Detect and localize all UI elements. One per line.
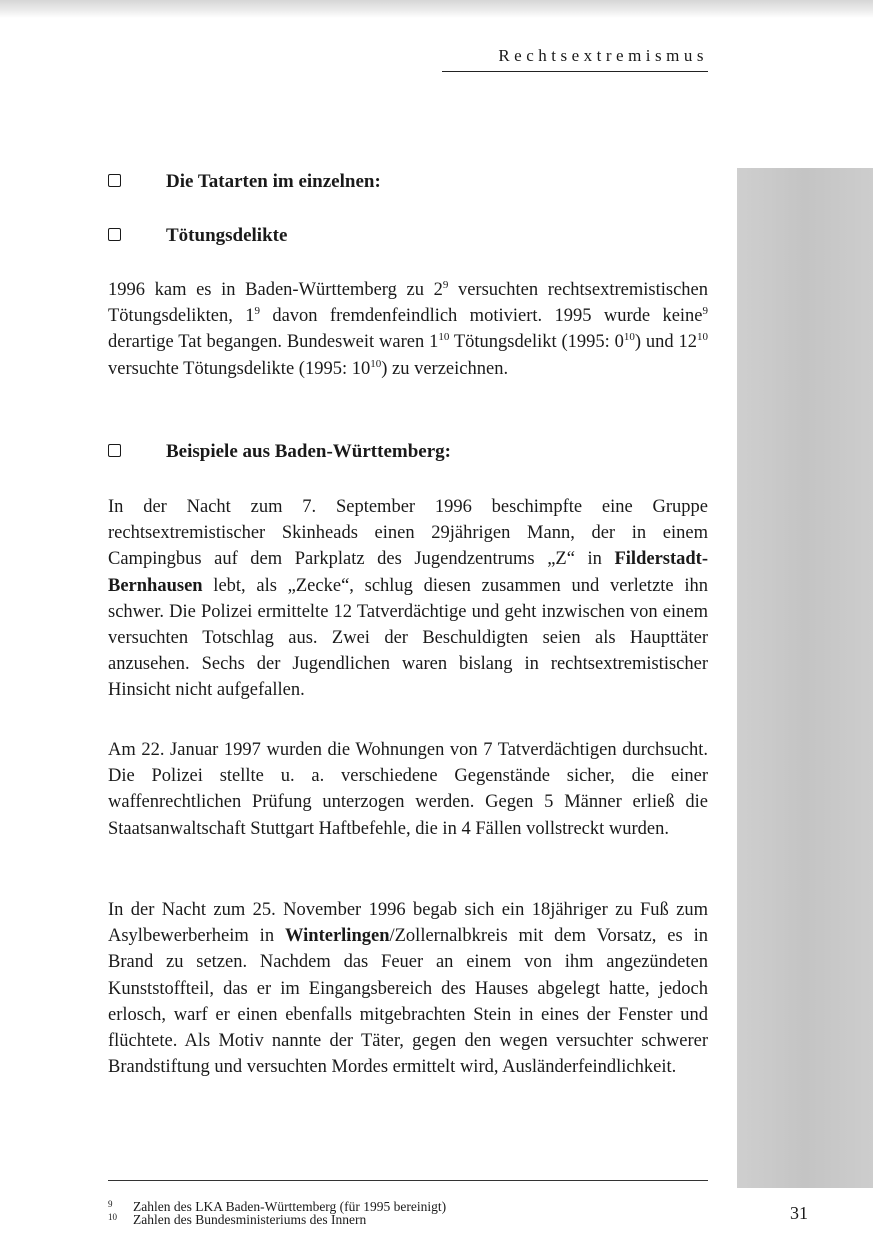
footnote-text: Zahlen des LKA Baden-Württemberg (für 1995 bereinigt): [133, 1199, 447, 1214]
gray-sidebar-bar: [737, 168, 873, 1188]
footnote-mark: 10: [108, 1212, 117, 1222]
text-run: ) zu verzeichnen.: [381, 358, 509, 379]
text-run: versuchte Tötungsdelikte (1995: 10: [108, 358, 371, 379]
text-run: 1996 kam es in Baden-Württemberg zu 2: [108, 280, 443, 300]
footnote-text: Zahlen des Bundesministeriums des Innern: [133, 1212, 367, 1227]
text-run: Tötungsdelikt (1995: 0: [449, 332, 624, 353]
text-run: davon fremdenfeindlich motiviert. 1995 wurde keine: [259, 306, 703, 327]
footnote-ref: 10: [623, 331, 635, 344]
checkbox-bullet-icon: [108, 228, 121, 241]
footnote-mark: 9: [108, 1199, 113, 1209]
text-run: /Zollernalbkreis mit dem Vorsatz, es in Brand zu setzen. Nachdem das Feuer an einem von ihm angezündeten Kunststoffteil, das er im Eingangsbereich des Hauses abgelegt hatte, jedoch erlosch, warf er einen ebenfalls mitgebrachten Stein in eines der Fenster und flüchtete. Als Motiv nannte der Täter, gegen den wegen versuchter schwerer Brandstiftung und versuchten Mordes ermittelt wird, Ausländerfeindlichkeit.: [108, 926, 708, 1078]
text-run: lebt, als „Zecke“, schlug diesen zusammen und verletzte ihn schwer. Die Polizei ermittelte 12 Tatverdächtige und geht inzwischen von einem versuchten Totschlag aus. Zwei der Beschuldigten seien als Haupttäter anzusehen. Sechs der Jugendlichen waren bislang in rechtsextremistischer Hinsicht nicht aufgefallen.: [108, 575, 708, 701]
checkbox-bullet-icon: [108, 174, 121, 187]
footnote-ref: 10: [370, 357, 382, 370]
paragraph-winterlingen-incident: [108, 897, 708, 1080]
checkbox-bullet-icon: [108, 444, 121, 457]
footnote-ref: 9: [702, 305, 709, 318]
place-name-bold: Winterlingen: [284, 926, 390, 947]
heading-label: Beispiele aus Baden-Württemberg:: [166, 441, 451, 462]
heading-label: Die Tatarten im einzelnen:: [166, 171, 381, 192]
heading-label: Tötungsdelikte: [166, 225, 288, 246]
footnote-ref: 9: [442, 279, 449, 291]
footnote-ref: 10: [697, 331, 708, 344]
paragraph-toetungsdelikte-statistics: [108, 277, 708, 382]
running-header: Rechtsextremismus: [442, 46, 708, 72]
place-name-bold: Filderstadt-Bernhausen: [108, 549, 708, 596]
scan-top-shadow: [0, 0, 873, 18]
footnote-ref: 10: [438, 331, 450, 344]
page-number: 31: [790, 1203, 808, 1223]
text-run: In der Nacht zum 7. September 1996 beschimpfte eine Gruppe rechtsextremistischer Skinheads einen 29jährigen Mann, der in einem Campingbus auf dem Parkplatz des Jugendzentrums „Z“ in: [108, 497, 708, 570]
footnote-ref: 9: [254, 305, 260, 318]
text-run: In der Nacht zum 25. November 1996 begab sich ein 18jähriger zu Fuß zum Asylbewerberheim in: [108, 900, 708, 947]
text-run: versuchten rechtsextremistischen Tötungsdelikten, 1: [108, 280, 708, 327]
text-run: ) und 12: [634, 332, 697, 353]
text-run: derartige Tat begangen. Bundesweit waren 1: [108, 332, 439, 353]
paragraph-search-warrants: Am 22. Januar 1997 wurden die Wohnungen von 7 Tatverdächtigen durchsucht. Die Polizei stellte u. a. verschiedene Gegenstände sicher, die einer waffenrechtlichen Prüfung unterzogen werden. Gegen 5 Männer erließ die Staatsanwaltschaft Stuttgart Haftbefehle, die in 4 Fällen vollstreckt wurden.: [108, 740, 708, 839]
paragraph-filderstadt-incident: [108, 494, 708, 704]
footnote-separator: [108, 1180, 708, 1181]
